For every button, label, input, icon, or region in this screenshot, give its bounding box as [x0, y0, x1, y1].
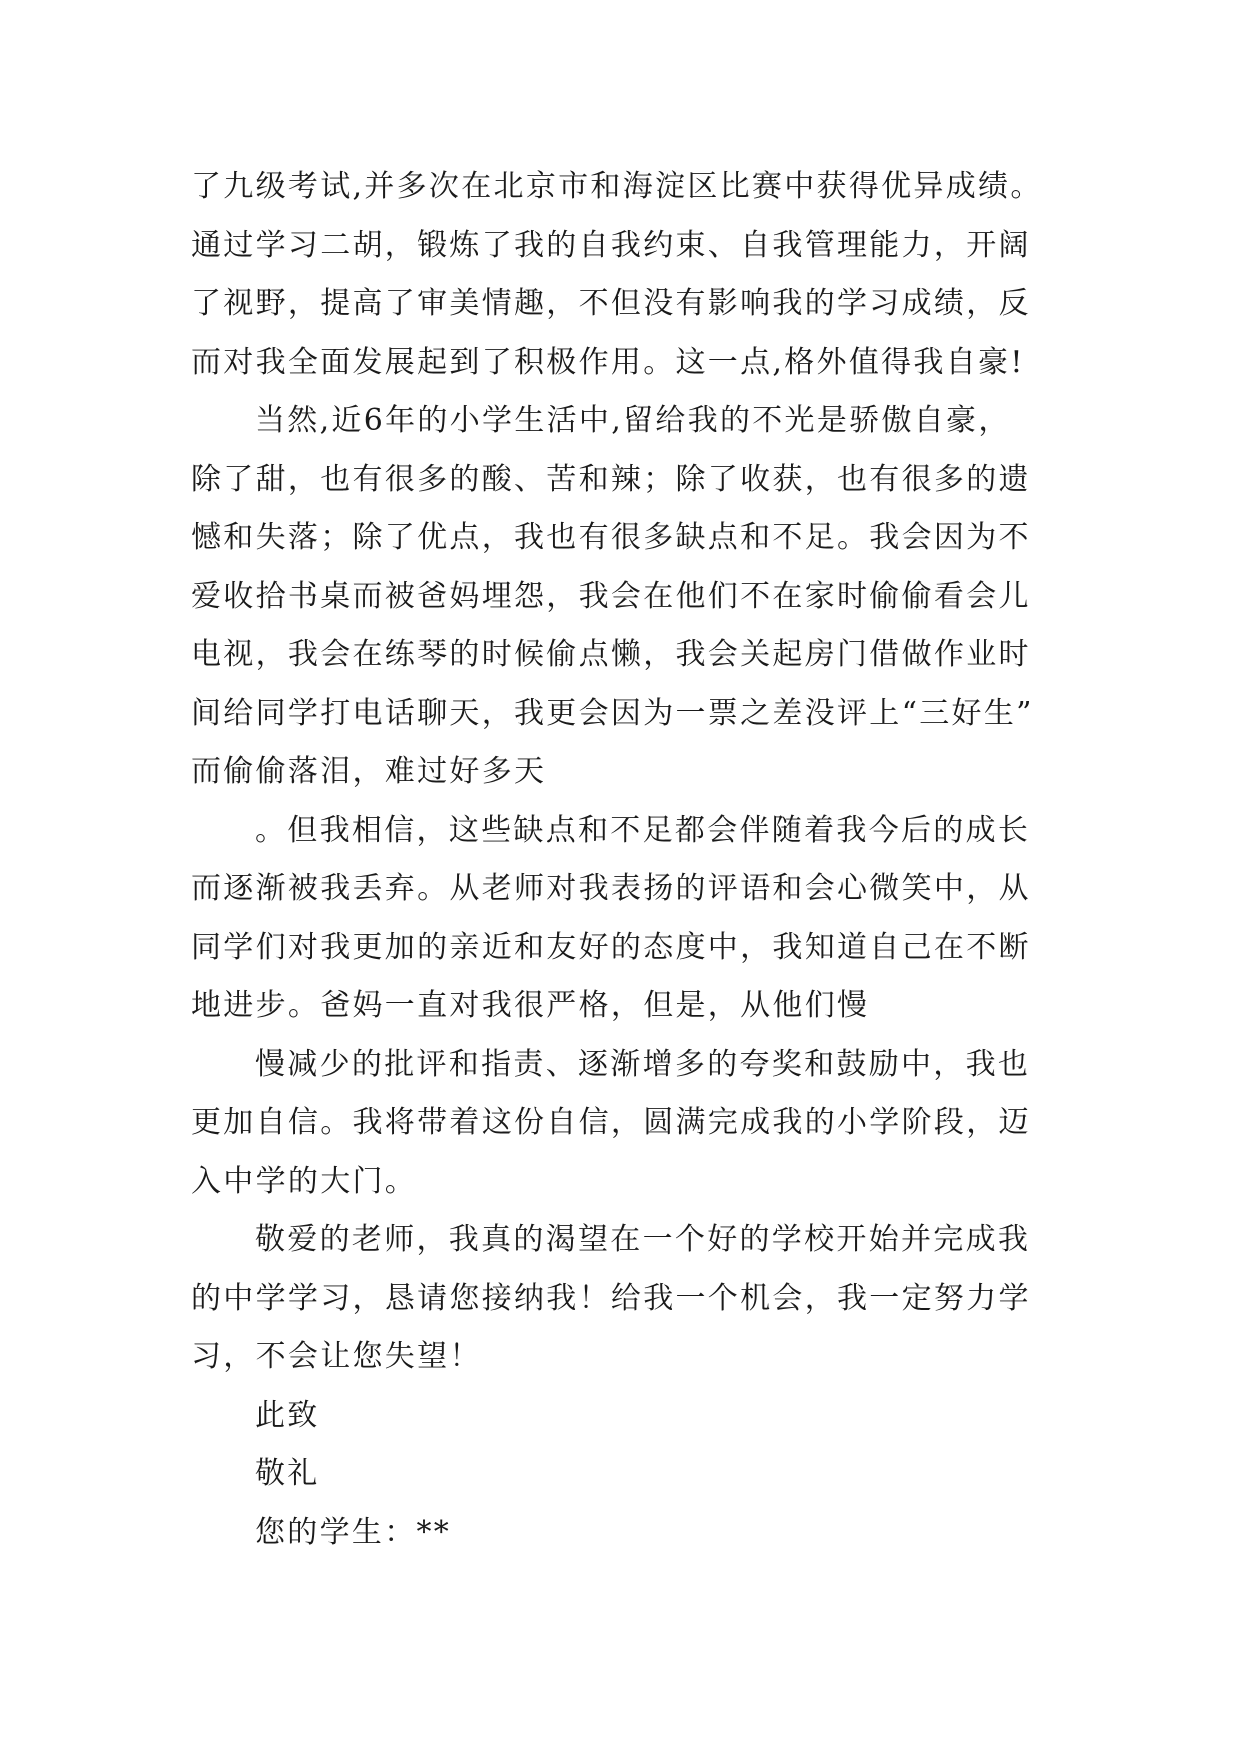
text-line-11: 而偷偷落泪，难过好多天 [191, 754, 547, 789]
letter-body [191, 158, 1071, 1562]
text-line-4: 而对我全面发展起到了积极作用。这一点,格外值得我自豪! [191, 344, 1025, 380]
text-line-6: 除了甜，也有很多的酸、苦和辣；除了收获，也有很多的遗 [191, 461, 1031, 497]
closing-regards: 敬礼 [255, 1456, 320, 1491]
text-line-12: 。但我相信，这些缺点和不足都会伴随着我今后的成长 [255, 812, 1031, 848]
text-line-8: 爱收拾书桌而被爸妈埋怨，我会在他们不在家时偷偷看会儿 [191, 578, 1031, 614]
text-line-13: 而逐渐被我丢弃。从老师对我表扬的评语和会心微笑中，从 [191, 871, 1031, 906]
text-line-20: 的中学学习，恳请您接纳我！给我一个机会，我一定努力学 [191, 1280, 1031, 1316]
signature-line: 您的学生：** [255, 1514, 452, 1550]
text-line-16: 慢减少的批评和指责、逐渐增多的夸奖和鼓励中，我也 [255, 1046, 1031, 1082]
text-line-9: 电视，我会在练琴的时候偷点懒，我会关起房门借做作业时 [191, 637, 1031, 672]
text-line-1: 了九级考试,并多次在北京市和海淀区比赛中获得优异成绩。 [191, 169, 1043, 204]
text-line-3: 了视野，提高了审美情趣，不但没有影响我的学习成绩，反 [191, 286, 1031, 321]
text-line-10: 间给同学打电话聊天，我更会因为一票之差没评上“三好生” [191, 695, 1034, 731]
text-line-14: 同学们对我更加的亲近和友好的态度中，我知道自己在不断 [191, 929, 1031, 965]
text-line-15: 地进步。爸妈一直对我很严格，但是，从他们慢 [191, 988, 870, 1023]
text-line-19: 敬爱的老师，我真的渴望在一个好的学校开始并完成我 [255, 1222, 1031, 1257]
closing-salutation: 此致 [255, 1397, 320, 1433]
text-line-7: 憾和失落；除了优点，我也有很多缺点和不足。我会因为不 [191, 520, 1031, 555]
text-line-18: 入中学的大门。 [191, 1163, 418, 1199]
text-line-17: 更加自信。我将带着这份自信，圆满完成我的小学阶段，迈 [191, 1105, 1031, 1140]
text-line-21: 习，不会让您失望！ [191, 1339, 482, 1374]
text-line-5: 当然,近6年的小学生活中,留给我的不光是骄傲自豪， [255, 403, 1011, 438]
text-line-2: 通过学习二胡，锻炼了我的自我约束、自我管理能力，开阔 [191, 227, 1031, 263]
